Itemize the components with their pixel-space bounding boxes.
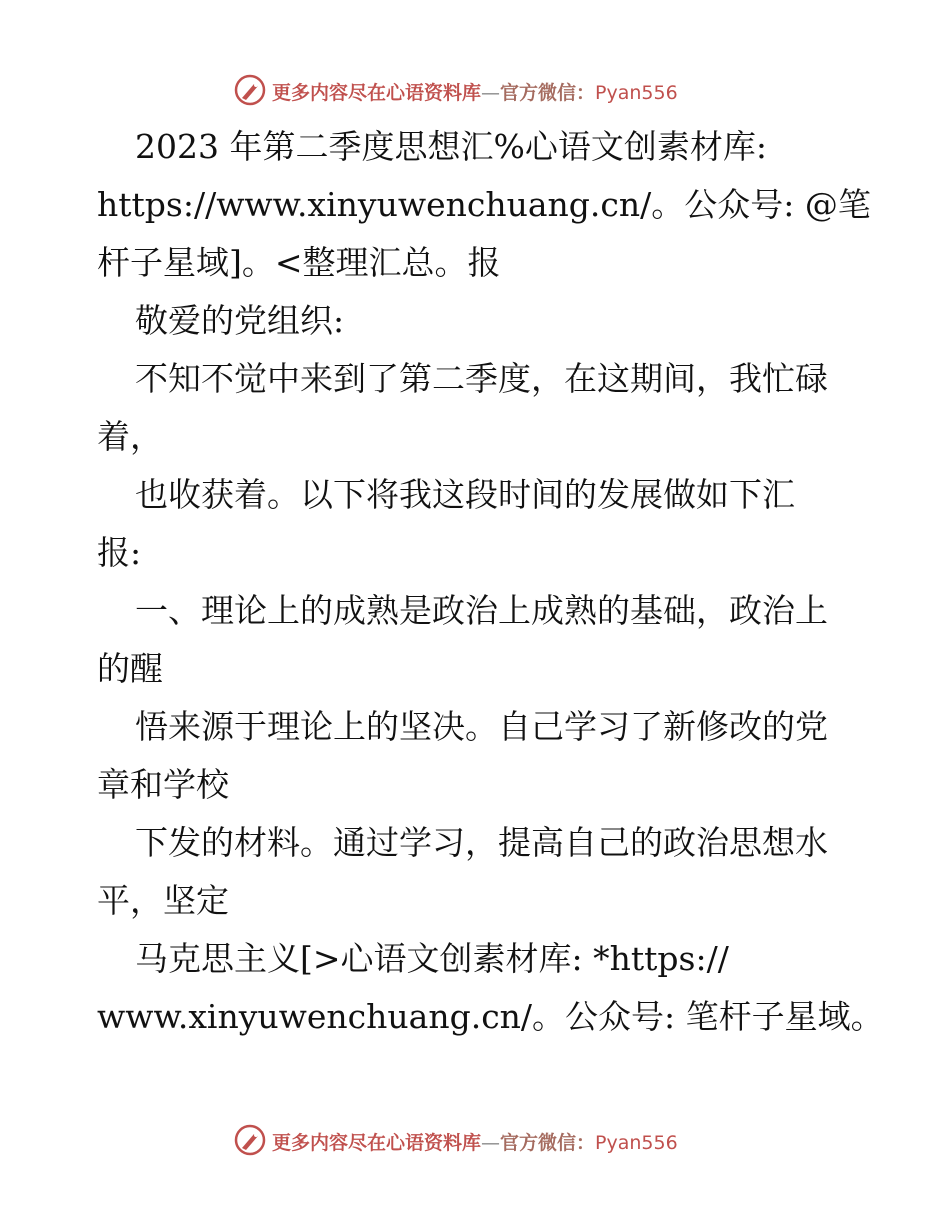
doc-line: 报: (97, 533, 142, 572)
doc-line: 马克思主义[>心语文创素材库: *https:// (135, 939, 729, 978)
banner-main-text: 更多内容尽在心语资料库 (272, 82, 482, 104)
doc-line: 章和学校 (97, 765, 229, 804)
doc-line: 一、理论上的成熟是政治上成熟的基础，政治上 (135, 591, 828, 630)
banner-dash: — (481, 82, 501, 104)
pen-logo-icon (234, 1124, 266, 1156)
doc-line: 杆子星域]。<整理汇总。报 (97, 243, 501, 282)
doc-line: https://www.xinyuwenchuang.cn/。公众号: @笔 (97, 185, 871, 224)
banner-wechat-id: Pyan556 (595, 1132, 678, 1154)
doc-line: www.xinyuwenchuang.cn/。公众号: 笔杆子星域。 (97, 997, 884, 1036)
banner-wechat-id: Pyan556 (595, 82, 678, 104)
document-body (97, 118, 887, 1046)
banner-label: 官方微信： (500, 1132, 596, 1154)
doc-line: 着， (97, 417, 163, 456)
doc-line: 平，坚定 (97, 881, 229, 920)
header-banner-text (272, 78, 678, 105)
banner-label: 官方微信： (500, 82, 596, 104)
doc-line: 悟来源于理论上的坚决。自己学习了新修改的党 (135, 707, 828, 746)
doc-line: 也收获着。以下将我这段时间的发展做如下汇 (135, 475, 795, 514)
doc-line: 不知不觉中来到了第二季度，在这期间，我忙碌 (135, 359, 828, 398)
footer-banner-text (272, 1128, 678, 1155)
banner-dash: — (481, 1132, 501, 1154)
doc-line: 敬爱的党组织: (135, 301, 345, 340)
pen-logo-icon (234, 74, 266, 106)
doc-line: 2023 年第二季度思想汇%心语文创素材库: (135, 127, 767, 166)
doc-line: 下发的材料。通过学习，提高自己的政治思想水 (135, 823, 828, 862)
doc-line: 的醒 (97, 649, 163, 688)
footer-banner (0, 1120, 950, 1160)
banner-main-text: 更多内容尽在心语资料库 (272, 1132, 482, 1154)
header-banner (0, 70, 950, 110)
